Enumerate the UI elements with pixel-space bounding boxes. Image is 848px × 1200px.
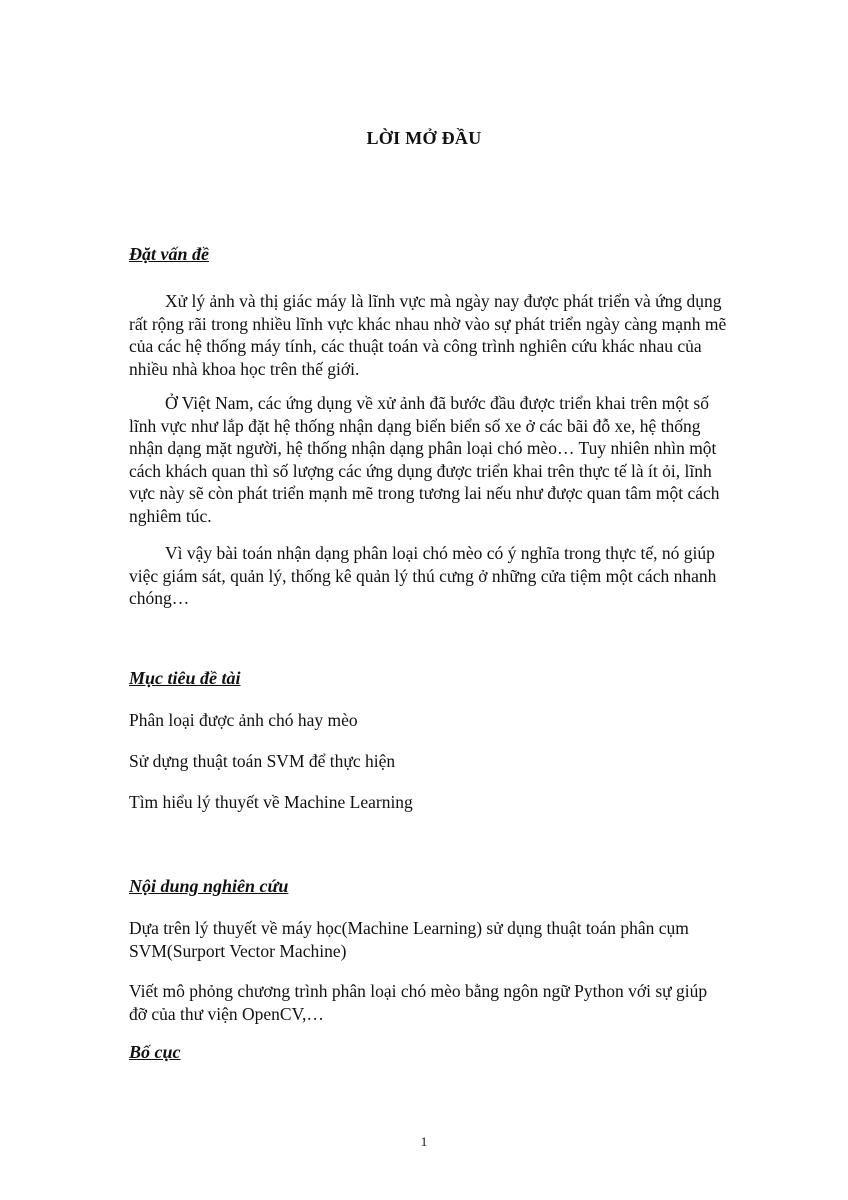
paragraph-content-2: Viết mô phỏng chương trình phân loại chó mèo bằng ngôn ngữ Python với sự giúp đỡ của thư viện OpenCV,… [129,981,708,1024]
section-heading-noi-dung: Nội dung nghiên cứu [129,876,289,896]
paragraph-intro-1: Xử lý ảnh và thị giác máy là lĩnh vực mà ngày nay được phát triển và ứng dụng rất rộng rãi trong nhiều lĩnh vực khác nhau nhờ vào sự phát triển ngày càng mạnh mẽ của các hệ thống máy tính, các thuật toán và công trình nghiên cứu khác nhau của nhiều nhà khoa học trên thế giới. [129,291,727,379]
page-title: LỜI MỞ ĐẦU [366,128,482,148]
section-heading-dat-van-de: Đặt vấn đề [129,244,209,264]
objective-item: Tìm hiểu lý thuyết về Machine Learning [129,792,413,812]
paragraph-content-1: Dựa trên lý thuyết về máy học(Machine Learning) sử dụng thuật toán phân cụm SVM(Surport Vector Machine) [129,918,689,961]
section-heading-bo-cuc: Bố cục [129,1042,181,1062]
objective-item: Phân loại được ảnh chó hay mèo [129,710,358,730]
paragraph-intro-3: Vì vậy bài toán nhận dạng phân loại chó mèo có ý nghĩa trong thực tế, nó giúp việc giám sát, quản lý, thống kê quản lý thú cưng ở những cửa tiệm một cách nhanh chóng… [129,543,717,608]
paragraph-intro-2: Ở Việt Nam, các ứng dụng về xử ảnh đã bước đầu được triển khai trên một số lĩnh vực như lắp đặt hệ thống nhận dạng biển biển số xe ở các bãi đỗ xe, hệ thống nhận dạng mặt người, hệ thống nhận dạng phân loại chó mèo… Tuy nhiên nhìn một cách khách quan thì số lượng các ứng dụng được triển khai trên thực tế là ít ỏi, lĩnh vực này sẽ còn phát triển mạnh mẽ trong tương lai nếu như được quan tâm một cách nghiêm túc. [129,393,720,526]
objective-item: Sử dựng thuật toán SVM để thực hiện [129,751,396,771]
section-heading-muc-tieu: Mục tiêu đề tài [129,668,241,688]
page-number: 1 [420,1134,428,1149]
